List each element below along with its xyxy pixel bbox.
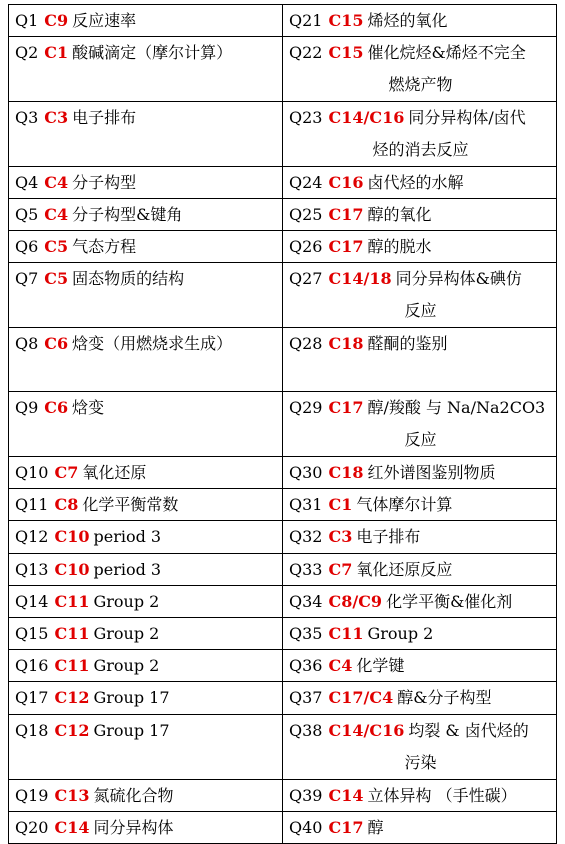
chapter-code: C3: [328, 527, 353, 546]
question-number: Q2: [15, 43, 39, 62]
question-number: Q34: [289, 592, 323, 611]
chapter-code: C14/18: [328, 269, 392, 288]
chapter-code: C16: [328, 173, 364, 192]
left-cell: [9, 554, 283, 586]
topic-text: Group 17: [93, 721, 170, 740]
topic-continuation: 烃的消去反应: [372, 140, 469, 159]
chapter-code: C17: [328, 205, 364, 224]
question-number: Q36: [289, 656, 323, 675]
question-number: Q27: [289, 269, 323, 288]
table-row: [9, 780, 557, 812]
left-cell: [9, 328, 283, 392]
question-number: Q38: [289, 721, 323, 740]
question-number: Q16: [15, 656, 49, 675]
question-number: Q31: [289, 495, 323, 514]
table-row: [9, 812, 557, 844]
topic-continuation: 污染: [404, 753, 437, 772]
chapter-code: C7: [328, 560, 353, 579]
question-number: Q21: [289, 11, 323, 30]
topic-text: 醇/羧酸 与 Na/Na2CO3: [367, 398, 546, 417]
right-cell: [283, 392, 557, 457]
question-number: Q26: [289, 237, 323, 256]
table-row: [9, 586, 557, 618]
question-number: Q8: [15, 334, 39, 353]
topic-text: 电子排布: [72, 108, 137, 127]
left-cell: [9, 457, 283, 489]
topic-text: 催化烷烃&烯烃不完全: [367, 43, 526, 62]
chapter-code: C14/C16: [328, 721, 405, 740]
chapter-code: C15: [328, 11, 364, 30]
topic-text: 卤代烃的水解: [367, 173, 464, 192]
question-number: Q37: [289, 688, 323, 707]
chapter-code: C1: [44, 43, 69, 62]
topic-text: 反应速率: [72, 11, 137, 30]
question-number: Q12: [15, 527, 49, 546]
topic-text: 焓变: [72, 398, 105, 417]
chapter-code: C11: [54, 624, 90, 643]
left-cell: [9, 37, 283, 102]
topic-text: 醛酮的鉴别: [367, 334, 448, 353]
topic-text: 化学平衡&催化剂: [386, 592, 513, 611]
topic-continuation: 反应: [404, 301, 437, 320]
chapter-code: C18: [328, 334, 364, 353]
topic-text: period 3: [93, 527, 162, 546]
chapter-code: C13: [54, 786, 90, 805]
right-cell: [283, 554, 557, 586]
chapter-code: C12: [54, 721, 90, 740]
topic-text: 电子排布: [356, 527, 421, 546]
topic-text: 氧化还原反应: [356, 560, 453, 579]
question-number: Q25: [289, 205, 323, 224]
right-cell: [283, 199, 557, 231]
table-row: [9, 167, 557, 199]
topic-text: 醇&分子构型: [397, 688, 492, 707]
right-cell: [283, 586, 557, 618]
left-cell: [9, 650, 283, 682]
left-cell: [9, 199, 283, 231]
question-number: Q19: [15, 786, 49, 805]
right-cell: [283, 5, 557, 37]
topic-text: 醇的脱水: [367, 237, 432, 256]
topic-text: Group 2: [93, 592, 160, 611]
left-cell: [9, 812, 283, 844]
question-number: Q10: [15, 463, 49, 482]
left-cell: [9, 780, 283, 812]
chapter-code: C9: [44, 11, 69, 30]
table-row: [9, 231, 557, 263]
right-cell: [283, 489, 557, 521]
table-row: [9, 650, 557, 682]
chapter-code: C1: [328, 495, 353, 514]
topic-table: [8, 4, 557, 844]
question-number: Q13: [15, 560, 49, 579]
topic-text: 化学键: [356, 656, 405, 675]
left-cell: [9, 392, 283, 457]
chapter-code: C12: [54, 688, 90, 707]
topic-text: 气态方程: [72, 237, 137, 256]
question-number: Q29: [289, 398, 323, 417]
question-number: Q18: [15, 721, 49, 740]
chapter-code: C6: [44, 398, 69, 417]
topic-continuation: 反应: [404, 430, 437, 449]
right-cell: [283, 231, 557, 263]
right-cell: [283, 812, 557, 844]
topic-text: 醇: [367, 818, 384, 837]
topic-text: 酸碱滴定（摩尔计算）: [72, 43, 233, 62]
right-cell: [283, 328, 557, 392]
chapter-code: C6: [44, 334, 69, 353]
table-row: [9, 5, 557, 37]
right-cell: [283, 780, 557, 812]
chapter-code: C4: [44, 205, 69, 224]
chapter-code: C5: [44, 237, 69, 256]
table-row: [9, 328, 557, 392]
question-number: Q7: [15, 269, 39, 288]
topic-text: 分子构型&键角: [72, 205, 183, 224]
question-number: Q11: [15, 495, 49, 514]
chapter-code: C7: [54, 463, 79, 482]
topic-text: 立体异构 （手性碳）: [367, 786, 517, 805]
topic-text: 同分异构体&碘仿: [395, 269, 522, 288]
right-cell: [283, 263, 557, 328]
question-number: Q3: [15, 108, 39, 127]
table-row: [9, 489, 557, 521]
right-cell: [283, 167, 557, 199]
chapter-code: C11: [328, 624, 364, 643]
left-cell: [9, 102, 283, 167]
left-cell: [9, 5, 283, 37]
chapter-code: C17: [328, 398, 364, 417]
topic-text: 烯烃的氧化: [367, 11, 448, 30]
chapter-code: C10: [54, 527, 90, 546]
question-number: Q28: [289, 334, 323, 353]
question-number: Q39: [289, 786, 323, 805]
topic-text: Group 17: [93, 688, 170, 707]
right-cell: [283, 457, 557, 489]
chapter-code: C11: [54, 656, 90, 675]
chapter-code: C10: [54, 560, 90, 579]
topic-text: 气体摩尔计算: [356, 495, 453, 514]
question-number: Q30: [289, 463, 323, 482]
right-cell: [283, 650, 557, 682]
right-cell: [283, 37, 557, 102]
question-number: Q23: [289, 108, 323, 127]
chapter-code: C3: [44, 108, 69, 127]
question-number: Q20: [15, 818, 49, 837]
question-number: Q6: [15, 237, 39, 256]
topic-text: 焓变（用燃烧求生成）: [72, 334, 233, 353]
question-number: Q32: [289, 527, 323, 546]
question-number: Q15: [15, 624, 49, 643]
chapter-code: C15: [328, 43, 364, 62]
topic-continuation: 燃烧产物: [388, 75, 453, 94]
right-cell: [283, 715, 557, 780]
question-number: Q5: [15, 205, 39, 224]
topic-text: 氧化还原: [82, 463, 147, 482]
question-number: Q4: [15, 173, 39, 192]
chapter-code: C8/C9: [328, 592, 383, 611]
topic-text: period 3: [93, 560, 162, 579]
right-cell: [283, 102, 557, 167]
chapter-code: C18: [328, 463, 364, 482]
table-row: [9, 457, 557, 489]
topic-text: Group 2: [367, 624, 434, 643]
topic-table-body: [9, 5, 557, 844]
table-row: [9, 392, 557, 457]
left-cell: [9, 167, 283, 199]
question-number: Q33: [289, 560, 323, 579]
chapter-code: C14: [328, 786, 364, 805]
topic-text: 同分异构体/卤代: [408, 108, 526, 127]
question-number: Q17: [15, 688, 49, 707]
chapter-code: C5: [44, 269, 69, 288]
right-cell: [283, 618, 557, 650]
chapter-code: C17: [328, 237, 364, 256]
chapter-code: C17: [328, 818, 364, 837]
chapter-code: C8: [54, 495, 79, 514]
question-number: Q22: [289, 43, 323, 62]
right-cell: [283, 521, 557, 554]
table-row: [9, 102, 557, 167]
table-row: [9, 682, 557, 715]
table-row: [9, 199, 557, 231]
left-cell: [9, 715, 283, 780]
table-row: [9, 618, 557, 650]
topic-text: Group 2: [93, 624, 160, 643]
table-row: [9, 263, 557, 328]
left-cell: [9, 489, 283, 521]
chapter-code: C14/C16: [328, 108, 405, 127]
chapter-code: C11: [54, 592, 90, 611]
question-number: Q14: [15, 592, 49, 611]
left-cell: [9, 586, 283, 618]
topic-text: Group 2: [93, 656, 160, 675]
question-number: Q9: [15, 398, 39, 417]
left-cell: [9, 263, 283, 328]
topic-text: 固态物质的结构: [72, 269, 185, 288]
left-cell: [9, 618, 283, 650]
right-cell: [283, 682, 557, 715]
left-cell: [9, 521, 283, 554]
chapter-code: C4: [328, 656, 353, 675]
topic-text: 均裂 & 卤代烃的: [408, 721, 529, 740]
topic-text: 醇的氧化: [367, 205, 432, 224]
table-row: [9, 521, 557, 554]
question-number: Q40: [289, 818, 323, 837]
question-number: Q1: [15, 11, 39, 30]
topic-text: 化学平衡常数: [82, 495, 179, 514]
chapter-code: C17/C4: [328, 688, 394, 707]
table-row: [9, 37, 557, 102]
question-number: Q24: [289, 173, 323, 192]
topic-text: 分子构型: [72, 173, 137, 192]
topic-text: 氮硫化合物: [93, 786, 174, 805]
chapter-code: C14: [54, 818, 90, 837]
topic-text: 同分异构体: [93, 818, 174, 837]
table-row: [9, 715, 557, 780]
topic-text: 红外谱图鉴别物质: [367, 463, 496, 482]
chapter-code: C4: [44, 173, 69, 192]
left-cell: [9, 231, 283, 263]
table-row: [9, 554, 557, 586]
left-cell: [9, 682, 283, 715]
question-number: Q35: [289, 624, 323, 643]
